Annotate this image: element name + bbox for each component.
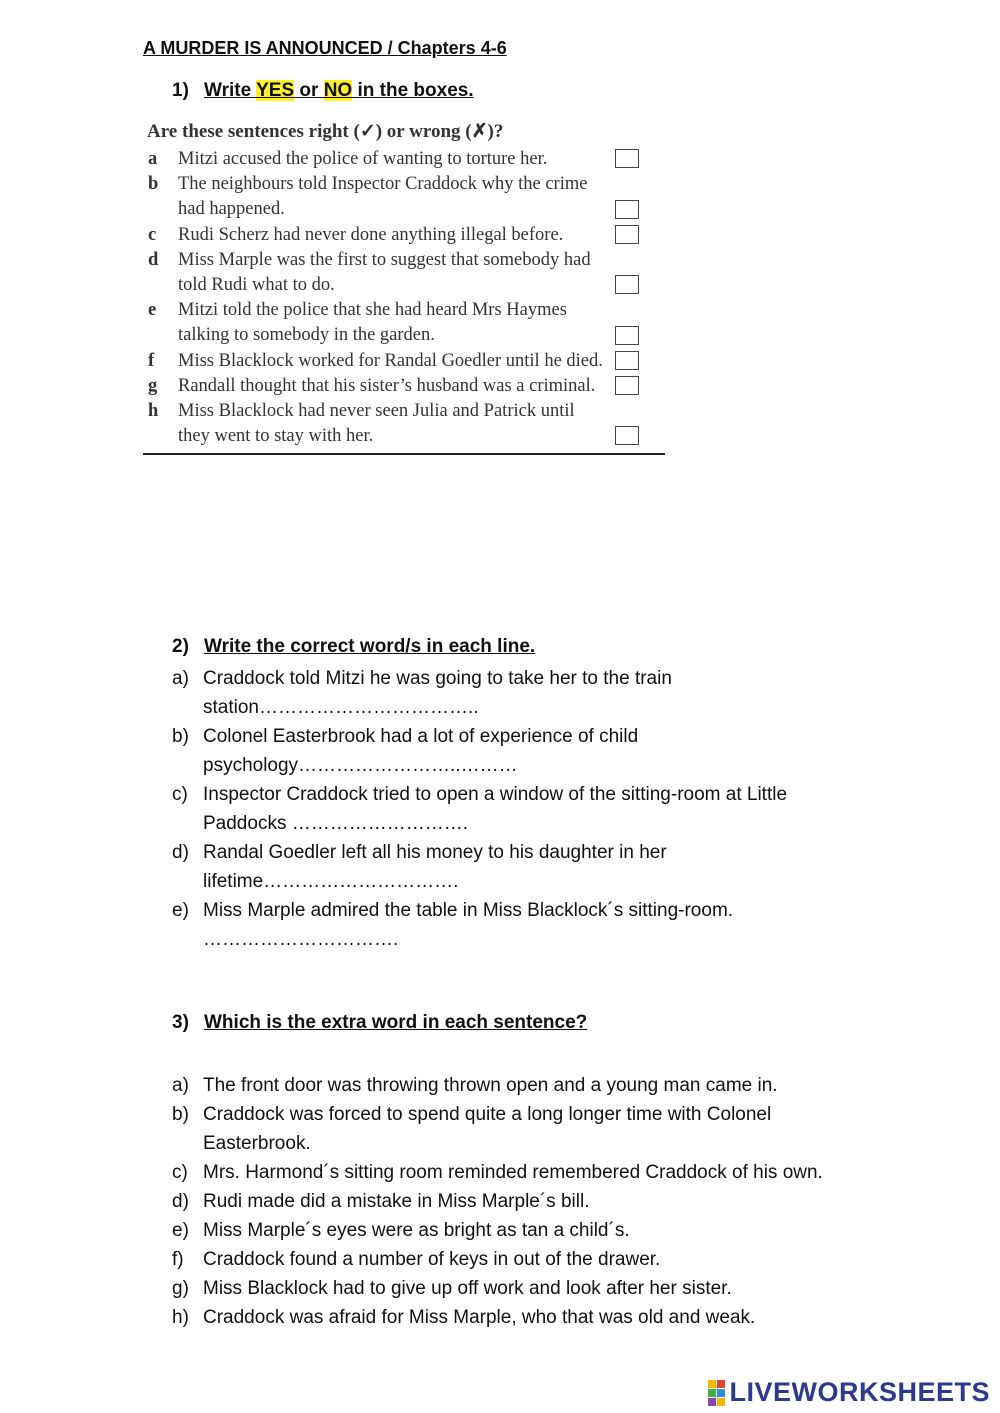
section-number: 3) bbox=[172, 1012, 189, 1033]
item-letter: h bbox=[148, 401, 159, 422]
item-text: Mitzi told the police that she had heard Mrs Haymes talking to somebody in the garden. bbox=[178, 300, 567, 346]
item-letter: c bbox=[148, 224, 157, 245]
answer-checkbox[interactable] bbox=[615, 376, 639, 395]
item-letter: f bbox=[148, 350, 155, 371]
item-text: Randall thought that his sister’s husband was a criminal. bbox=[178, 375, 596, 396]
exercise-3-list bbox=[172, 1071, 892, 1332]
answer-checkbox[interactable] bbox=[615, 351, 639, 370]
item-text: Miss Marple was the first to suggest that somebody had told Rudi what to do. bbox=[178, 249, 591, 296]
item-letter: a) bbox=[172, 1075, 189, 1096]
heading-text: Write the correct word/s in each line. bbox=[204, 636, 536, 657]
item-text: Rudi made did a mistake in Miss Marple´s bill. bbox=[203, 1191, 590, 1212]
item-letter: d) bbox=[172, 842, 189, 863]
heading-text: Which is the extra word in each sentence? bbox=[204, 1012, 588, 1033]
highlight-yes: YES bbox=[256, 80, 295, 101]
item-text: Miss Marple admired the table in Miss Blacklock´s sitting-room. bbox=[203, 900, 734, 921]
item-text: The front door was throwing thrown open and a young man came in. bbox=[203, 1075, 778, 1096]
list-item bbox=[172, 1216, 892, 1245]
item-letter: b bbox=[148, 174, 159, 195]
item-text-continued: Easterbrook. bbox=[203, 1133, 311, 1154]
section-2-heading bbox=[172, 636, 535, 658]
section-number: 2) bbox=[172, 636, 189, 657]
item-text: The neighbours told Inspector Craddock why the crime had happened. bbox=[178, 174, 588, 220]
list-item bbox=[172, 1100, 892, 1158]
item-letter: e) bbox=[172, 1220, 189, 1241]
item-letter: d bbox=[148, 249, 159, 270]
item-letter: c) bbox=[172, 1162, 188, 1183]
highlight-no: NO bbox=[323, 80, 353, 101]
answer-checkbox[interactable] bbox=[615, 149, 639, 168]
divider-rule bbox=[143, 453, 665, 455]
exercise-1-item bbox=[143, 298, 665, 348]
answer-checkbox[interactable] bbox=[615, 225, 639, 244]
item-text: Inspector Craddock tried to open a window of the sitting-room at Little bbox=[203, 784, 788, 805]
exercise-1-excerpt bbox=[143, 118, 665, 455]
item-letter: b) bbox=[172, 726, 189, 747]
logo-text: LIVEWORKSHEETS bbox=[729, 1377, 990, 1407]
item-text: Rudi Scherz had never done anything illegal before. bbox=[178, 224, 564, 245]
list-item bbox=[172, 1274, 892, 1303]
item-text: Mrs. Harmond´s sitting room reminded remembered Craddock of his own. bbox=[203, 1162, 823, 1183]
item-letter: g) bbox=[172, 1278, 189, 1299]
list-item bbox=[172, 1245, 892, 1274]
item-letter: g bbox=[148, 375, 158, 396]
list-item bbox=[172, 1158, 892, 1187]
answer-checkbox[interactable] bbox=[615, 326, 639, 345]
exercise-1-item bbox=[143, 248, 665, 298]
answer-checkbox[interactable] bbox=[615, 200, 639, 219]
exercise-1-item bbox=[143, 172, 665, 222]
item-text: Craddock told Mitzi he was going to take her to the train bbox=[203, 668, 672, 689]
item-letter: f) bbox=[172, 1249, 184, 1270]
item-text: Craddock was forced to spend quite a long longer time with Colonel bbox=[203, 1104, 772, 1125]
page-title: A MURDER IS ANNOUNCED / Chapters 4-6 bbox=[143, 38, 507, 58]
logo-icon bbox=[708, 1380, 725, 1406]
exercise-1-item bbox=[143, 147, 665, 172]
item-text: Miss Blacklock had never seen Julia and Patrick until they went to stay with her. bbox=[178, 401, 575, 447]
item-text: Mitzi accused the police of wanting to torture her. bbox=[178, 149, 548, 169]
item-text: Miss Marple´s eyes were as bright as tan a child´s. bbox=[203, 1220, 630, 1241]
answer-checkbox[interactable] bbox=[615, 275, 639, 294]
item-text-continued[interactable]: Paddocks ………………………. bbox=[203, 813, 468, 834]
list-item bbox=[172, 838, 892, 896]
answer-checkbox[interactable] bbox=[615, 426, 639, 445]
exercise-2-list bbox=[172, 664, 892, 954]
liveworksheets-logo bbox=[708, 1377, 990, 1408]
list-item bbox=[172, 664, 892, 722]
list-item bbox=[172, 722, 892, 780]
heading-text: Write bbox=[204, 80, 257, 101]
item-text: Randal Goedler left all his money to his daughter in her bbox=[203, 842, 667, 863]
exercise-1-item bbox=[143, 223, 665, 248]
item-text: Craddock was afraid for Miss Marple, who that was old and weak. bbox=[203, 1307, 756, 1328]
section-3-heading bbox=[172, 1012, 587, 1034]
exercise-1-item bbox=[143, 374, 665, 399]
item-letter: h) bbox=[172, 1307, 189, 1328]
list-item bbox=[172, 1303, 892, 1332]
item-letter: b) bbox=[172, 1104, 189, 1125]
item-text: Craddock found a number of keys in out of the drawer. bbox=[203, 1249, 661, 1270]
heading-text: in the boxes. bbox=[352, 80, 474, 101]
item-letter: a bbox=[148, 149, 158, 169]
item-text: Miss Blacklock had to give up off work and look after her sister. bbox=[203, 1278, 732, 1299]
exercise-1-question: Are these sentences right (✓) or wrong (✗)? bbox=[147, 121, 504, 142]
section-number: 1) bbox=[172, 80, 189, 101]
item-letter: d) bbox=[172, 1191, 189, 1212]
item-text: Miss Blacklock worked for Randal Goedler until he died. bbox=[178, 350, 603, 371]
item-letter: e bbox=[148, 300, 157, 321]
item-letter: c) bbox=[172, 784, 188, 805]
exercise-1-item bbox=[143, 349, 665, 374]
list-item bbox=[172, 1187, 892, 1216]
list-item bbox=[172, 896, 892, 954]
item-letter: a) bbox=[172, 668, 189, 689]
item-letter: e) bbox=[172, 900, 189, 921]
item-text-continued[interactable]: station…………………………….. bbox=[203, 697, 479, 718]
item-text-continued[interactable]: …………………………. bbox=[203, 929, 399, 950]
item-text-continued[interactable]: lifetime…………………………. bbox=[203, 871, 459, 892]
item-text-continued[interactable]: psychology……………………..……… bbox=[203, 755, 518, 776]
list-item bbox=[172, 1071, 892, 1100]
exercise-1-item bbox=[143, 399, 665, 449]
item-text: Colonel Easterbrook had a lot of experience of child bbox=[203, 726, 639, 747]
section-1-heading bbox=[172, 80, 474, 102]
heading-text: or bbox=[294, 80, 324, 101]
list-item bbox=[172, 780, 892, 838]
